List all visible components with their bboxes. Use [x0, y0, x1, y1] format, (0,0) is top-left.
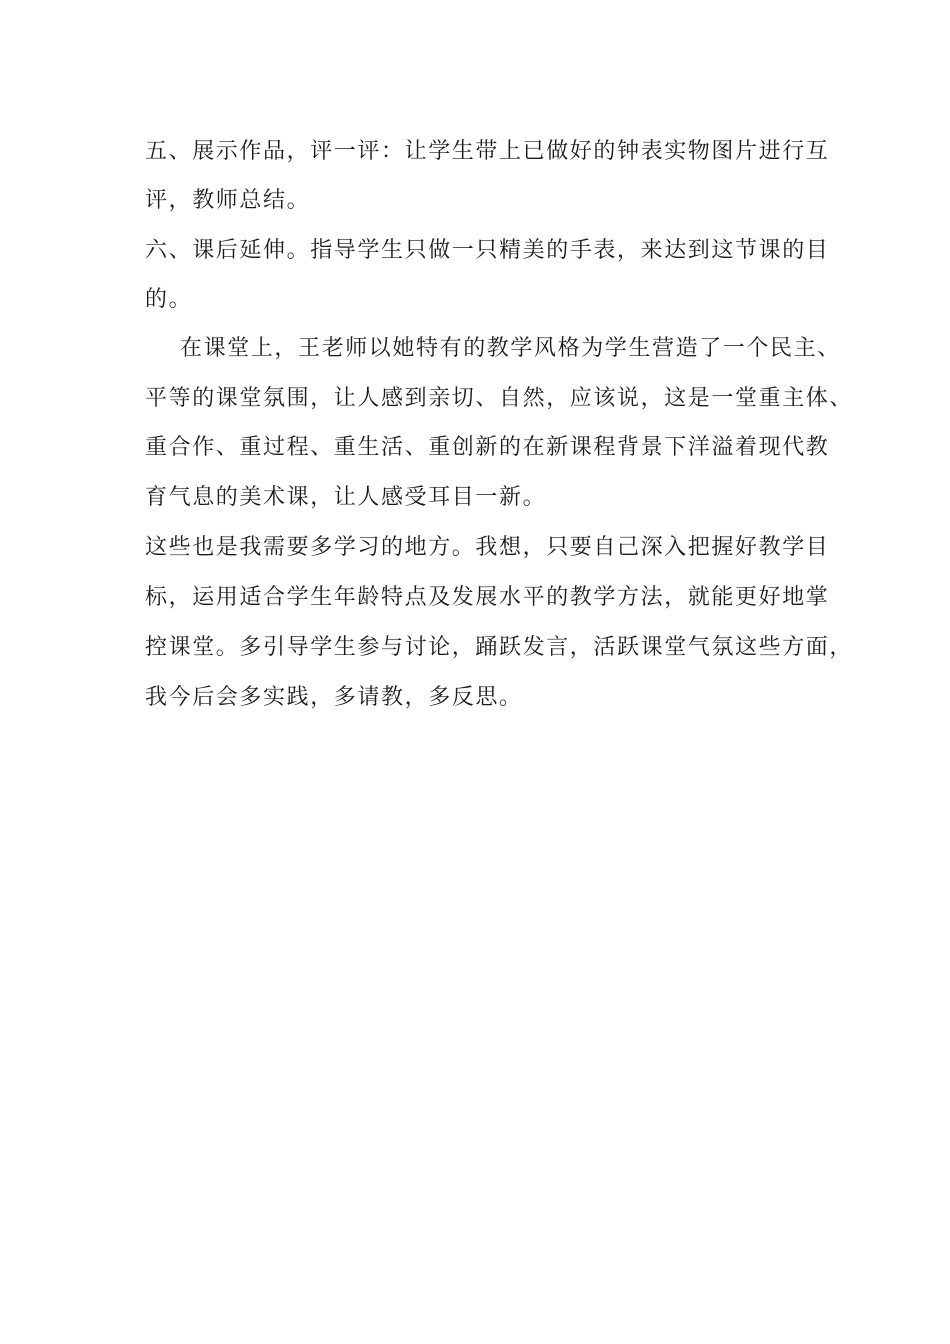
- text-line: 重合作、重过程、重生活、重创新的在新课程背景下洋溢着现代教: [145, 435, 830, 460]
- text-line: 在课堂上，王老师以她特有的教学风格为学生营造了一个民主、: [180, 336, 841, 361]
- text-line: 五、展示作品，评一评：让学生带上已做好的钟表实物图片进行互: [145, 139, 830, 164]
- text-line: 六、课后延伸。指导学生只做一只精美的手表，来达到这节课的目: [145, 238, 830, 263]
- text-line: 的。: [145, 287, 193, 312]
- text-line: 这些也是我需要多学习的地方。我想，只要自己深入把握好教学目: [145, 535, 830, 560]
- text-line: 平等的课堂氛围，让人感到亲切、自然，应该说，这是一堂重主体、: [145, 386, 854, 411]
- text-line: 育气息的美术课，让人感受耳目一新。: [145, 485, 547, 510]
- text-line: 评，教师总结。: [145, 188, 311, 213]
- text-line: 标，运用适合学生年龄特点及发展水平的教学方法，就能更好地掌: [145, 585, 830, 610]
- text-line: 我今后会多实践，多请教，多反思。: [145, 685, 523, 710]
- text-line: 控课堂。多引导学生参与讨论，踊跃发言，活跃课堂气氛这些方面，: [145, 635, 854, 660]
